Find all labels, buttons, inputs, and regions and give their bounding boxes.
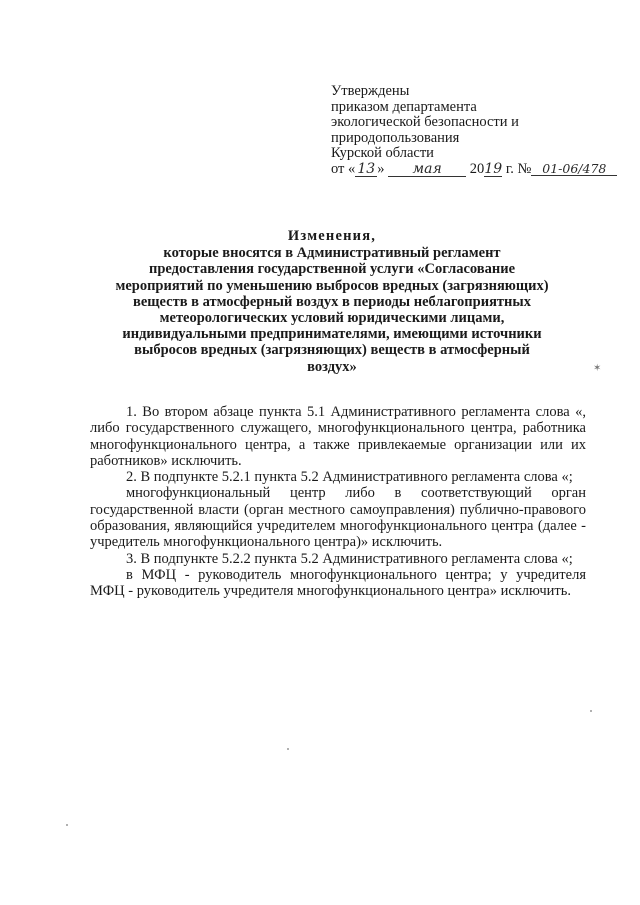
document-body bbox=[90, 404, 586, 600]
number-label: № bbox=[517, 160, 532, 177]
scan-dot bbox=[287, 748, 289, 750]
approval-date-line bbox=[331, 162, 631, 178]
title-line: предоставления государственной услуги «Согласование bbox=[148, 261, 516, 278]
title-line: индивидуальными предпринимателями, имеющими источники bbox=[122, 326, 542, 343]
title-line: метеорологических условий юридическими лицами, bbox=[159, 310, 505, 327]
handwritten-year: 19 bbox=[484, 160, 503, 177]
approval-line-5: Курской области bbox=[331, 145, 434, 161]
date-mid: » bbox=[377, 160, 385, 177]
scan-mark: ✶ bbox=[593, 363, 602, 374]
body-paragraph: в МФЦ - руководитель многофункционального центра; у учредителя МФЦ - руководитель учредителя многофункционального центра» исключить. bbox=[90, 566, 586, 600]
title-line: веществ в атмосферный воздух в периоды неблагоприятных bbox=[133, 293, 531, 310]
body-paragraph: 3. В подпункте 5.2.2 пункта 5.2 Административного регламента слова «; bbox=[126, 550, 573, 567]
body-paragraph: 2. В подпункте 5.2.1 пункта 5.2 Административного регламента слова «; bbox=[126, 469, 573, 486]
approval-line-2: приказом департамента bbox=[331, 98, 477, 115]
year-unit: г. bbox=[505, 160, 514, 177]
handwritten-day: 13 bbox=[355, 163, 377, 177]
scan-dot bbox=[590, 710, 592, 712]
year-prefix: 20 bbox=[469, 160, 485, 177]
body-paragraph: 1. Во втором абзаце пункта 5.1 Административного регламента слова «, либо государственного служащего, многофункционального центра, работника многофункционального центра, а также привлекаемые организации или их работников» исключить. bbox=[90, 404, 586, 469]
title-line: которые вносятся в Административный регламент bbox=[163, 245, 501, 262]
title-heading: Изменения, bbox=[287, 228, 377, 244]
title-line: выбросов вредных (загрязняющих) веществ в атмосферный bbox=[134, 342, 530, 359]
title-line: воздух» bbox=[307, 358, 357, 375]
approval-block bbox=[331, 84, 631, 177]
approval-line-4: природопользования bbox=[331, 129, 460, 146]
body-paragraph: многофункциональный центр либо в соответствующий орган государственной власти (орган местного самоуправления) публично-правового образования, являющийся учредителем многофункционального центра (далее - учредитель многофункционального центра)» исключить. bbox=[90, 485, 586, 551]
date-prefix: от « bbox=[331, 160, 356, 177]
approval-line-3: экологической безопасности и bbox=[331, 114, 519, 130]
approval-line-1: Утверждены bbox=[331, 83, 410, 99]
scan-dot bbox=[66, 824, 68, 826]
document-title bbox=[80, 228, 584, 375]
title-line: мероприятий по уменьшению выбросов вредных (загрязняющих) bbox=[115, 277, 549, 294]
handwritten-number: 01-06/478 bbox=[531, 162, 617, 176]
handwritten-month: мая bbox=[388, 163, 466, 177]
